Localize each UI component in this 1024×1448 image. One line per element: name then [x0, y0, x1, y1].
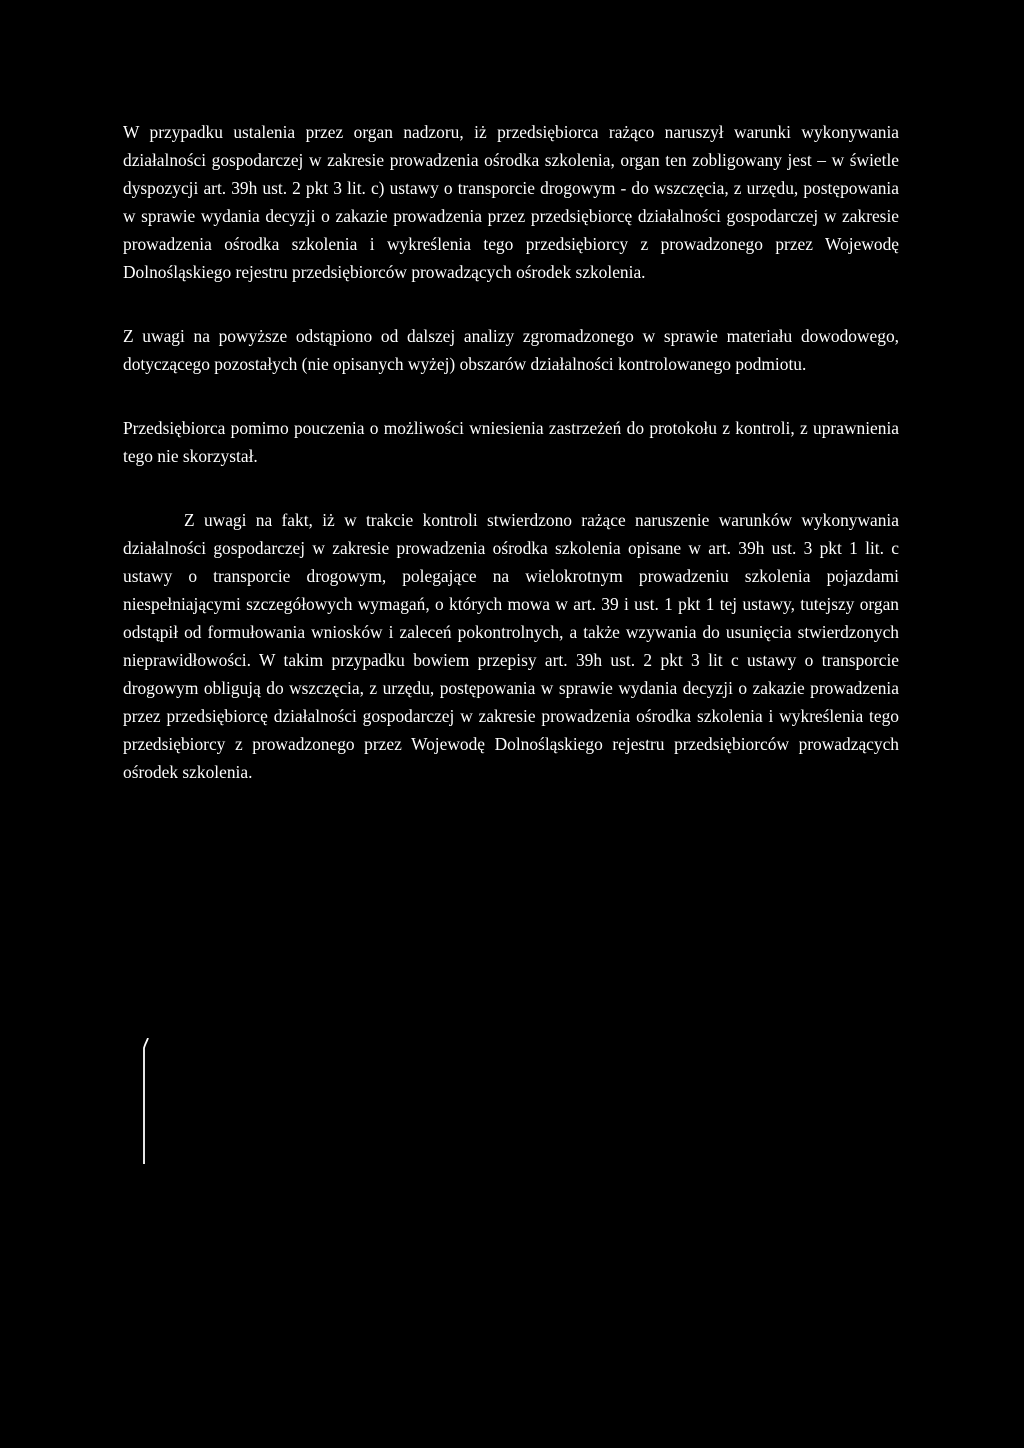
- signature-mark: [143, 1038, 155, 1164]
- paragraph-analysis-discontinued: Z uwagi na powyższe odstąpiono od dalszej analizy zgromadzonego w sprawie materiału dowodowego, dotyczącego pozostałych (nie opisanych wyżej) obszarów działalności kontrolowanego podmiotu.: [123, 326, 899, 374]
- paragraph-no-objections: Przedsiębiorca pomimo pouczenia o możliwości wniesienia zastrzeżeń do protokołu z kontroli, z uprawnienia tego nie skorzystał.: [123, 418, 899, 466]
- paragraph-supervision-findings: W przypadku ustalenia przez organ nadzoru, iż przedsiębiorca rażąco naruszył warunki wykonywania działalności gospodarczej w zakresie prowadzenia ośrodka szkolenia, organ ten zobligowany jest – w świetle dyspozycji art. 39h ust. 2 pkt 3 lit. c) ustawy o transporcie drogowym - do wszczęcia, z urzędu, postępowania w sprawie wydania decyzji o zakazie prowadzenia przez przedsiębiorcę działalności gospodarczej w zakresie prowadzenia ośrodka szkolenia i wykreślenia tego przedsiębiorcy z prowadzonego przez Wojewodę Dolnośląskiego rejestru przedsiębiorców prowadzących ośrodek szkolenia.: [123, 122, 899, 282]
- document-body: [123, 118, 899, 786]
- paragraph-conclusion: Z uwagi na fakt, iż w trakcie kontroli stwierdzono rażące naruszenie warunków wykonywania działalności gospodarczej w zakresie prowadzenia ośrodka szkolenia opisane w art. 39h ust. 3 pkt 1 lit. c ustawy o transporcie drogowym, polegające na wielokrotnym prowadzeniu szkolenia pojazdami niespełniającymi szczegółowych wymagań, o których mowa w art. 39 i ust. 1 pkt 1 tej ustawy, tutejszy organ odstąpił od formułowania wniosków i zaleceń pokontrolnych, a także wzywania do usunięcia stwierdzonych nieprawidłowości. W takim przypadku bowiem przepisy art. 39h ust. 2 pkt 3 lit c ustawy o transporcie drogowym obligują do wszczęcia, z urzędu, postępowania w sprawie wydania decyzji o zakazie prowadzenia przez przedsiębiorcę działalności gospodarczej w zakresie prowadzenia ośrodka szkolenia i wykreślenia tego przedsiębiorcy z prowadzonego przez Wojewodę Dolnośląskiego rejestru przedsiębiorców prowadzących ośrodek szkolenia.: [123, 510, 899, 782]
